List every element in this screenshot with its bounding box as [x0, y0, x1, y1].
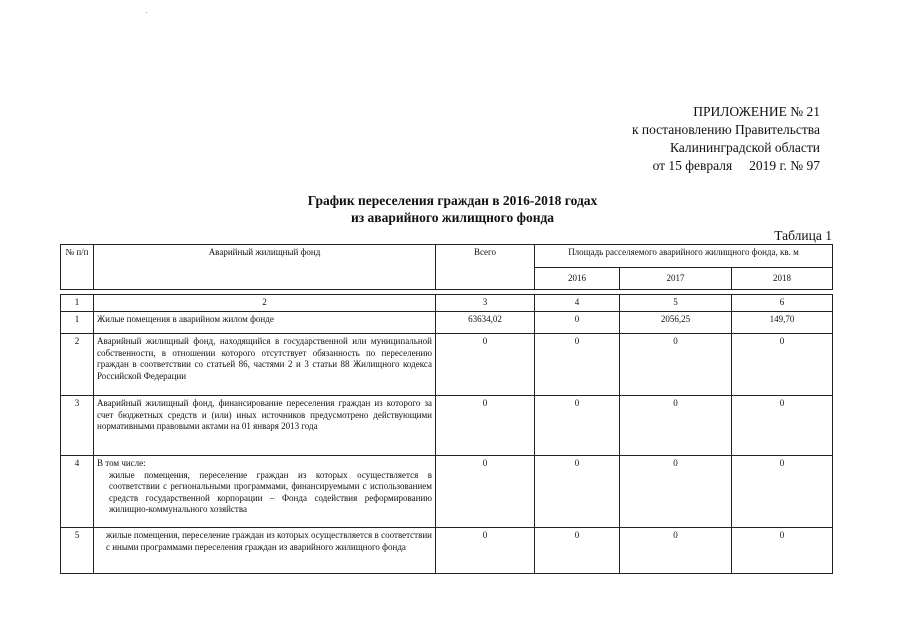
- row-number: 4: [61, 456, 94, 528]
- table-row: [61, 396, 833, 456]
- row-2018: 149,70: [732, 312, 833, 334]
- column-number: 1: [61, 295, 94, 312]
- column-number: 6: [732, 295, 833, 312]
- header-year-2018: 2018: [732, 267, 833, 290]
- row-total: 0: [436, 334, 535, 396]
- row-2018: 0: [732, 334, 833, 396]
- row-2016: 0: [535, 528, 620, 574]
- row-number: 2: [61, 334, 94, 396]
- row-2018: 0: [732, 456, 833, 528]
- scan-speck: [146, 12, 147, 13]
- row-description: Жилые помещения в аварийном жилом фонде: [94, 312, 436, 334]
- row-2016: 0: [535, 334, 620, 396]
- row-number: 1: [61, 312, 94, 334]
- table-label: Таблица 1: [774, 228, 832, 243]
- row-2017: 2056,25: [620, 312, 732, 334]
- row-2017: 0: [620, 456, 732, 528]
- row-number: 3: [61, 396, 94, 456]
- row-total: 0: [436, 528, 535, 574]
- resettlement-table: [60, 244, 833, 574]
- table-row: [61, 528, 833, 574]
- column-number: 3: [436, 295, 535, 312]
- column-number-row: [61, 295, 833, 312]
- row-total: 0: [436, 396, 535, 456]
- header-fund: Аварийный жилищный фонд: [94, 245, 436, 290]
- column-number: 4: [535, 295, 620, 312]
- row-2016: 0: [535, 456, 620, 528]
- document-title: [0, 192, 905, 226]
- appendix-region: Калининградской области: [669, 140, 820, 155]
- appendix-date-day: от 15 февраля: [652, 158, 733, 173]
- header-year-2017: 2017: [620, 267, 732, 290]
- row-number: 5: [61, 528, 94, 574]
- table-row: [61, 312, 833, 334]
- row-2018: 0: [732, 396, 833, 456]
- row-total: 0: [436, 456, 535, 528]
- row-description-heading: В том числе:: [97, 458, 146, 468]
- row-description: [94, 456, 436, 528]
- column-number: 5: [620, 295, 732, 312]
- row-2017: 0: [620, 396, 732, 456]
- document-title-line2: из аварийного жилищного фонда: [350, 210, 555, 225]
- header-year-2016: 2016: [535, 267, 620, 290]
- row-2018: 0: [732, 528, 833, 574]
- row-2017: 0: [620, 528, 732, 574]
- appendix-reference: к постановлению Правительства: [631, 122, 820, 137]
- header-row: [61, 245, 833, 268]
- appendix-header: [632, 103, 820, 175]
- appendix-date: [632, 157, 820, 175]
- row-2016: 0: [535, 312, 620, 334]
- document-title-line1: График переселения граждан в 2016-2018 годах: [307, 193, 598, 208]
- row-description: Аварийный жилищный фонд, находящийся в государственной или муниципальной собственности, в отношении которого отсутствует обязанность по переселению граждан в соответствии со статьей 86, частями 2 и 3 статьи 88 Жилищного кодекса Российской Федерации: [94, 334, 436, 396]
- appendix-number: ПРИЛОЖЕНИЕ № 21: [693, 104, 820, 119]
- row-total: 63634,02: [436, 312, 535, 334]
- row-description: жилые помещения, переселение граждан из которых осуществляется в соответствии с иными программами переселения граждан из аварийного жилищного фонда: [94, 528, 436, 574]
- table-row: [61, 334, 833, 396]
- appendix-date-year: 2019 г. № 97: [749, 158, 820, 173]
- header-area: Площадь расселяемого аварийного жилищного фонда, кв. м: [535, 245, 833, 268]
- row-description: Аварийный жилищный фонд, финансирование переселения граждан из которого за счет бюджетных средств и (или) иных источников предусмотрено действующими нормативными правовыми актами на 01 января 2013 года: [94, 396, 436, 456]
- row-2016: 0: [535, 396, 620, 456]
- header-no: № п/п: [61, 245, 94, 290]
- column-number: 2: [94, 295, 436, 312]
- row-description-body: жилые помещения, переселение граждан из которых осуществляется в соответствии с региональными программами, финансируемыми с использованием средств государственной корпорации – Фонда содействия реформированию жилищно-коммунального хозяйства: [109, 469, 432, 514]
- table-row: [61, 456, 833, 528]
- header-total: Всего: [436, 245, 535, 290]
- row-2017: 0: [620, 334, 732, 396]
